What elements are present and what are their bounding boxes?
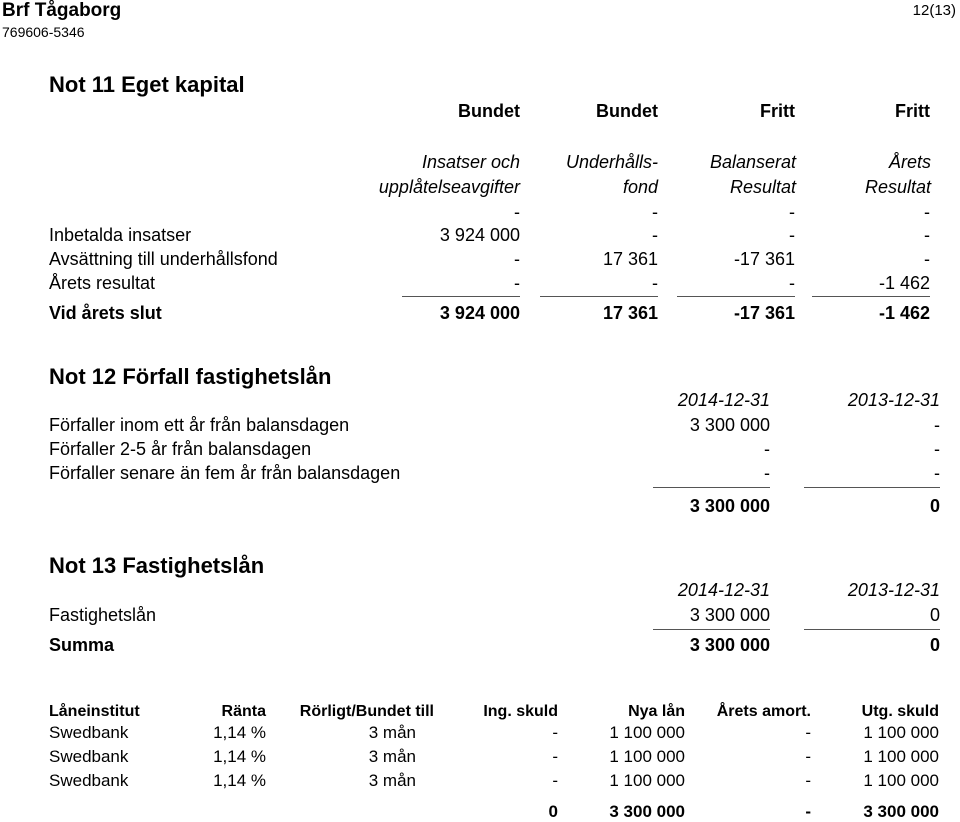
opening-value: - (514, 202, 520, 222)
loan-total: - (805, 802, 811, 821)
column-header: fond (622, 177, 658, 197)
total-value: -17 361 (733, 303, 795, 323)
divider (812, 296, 930, 297)
column-header: Årets (888, 152, 931, 172)
loan-cell: 1 100 000 (863, 771, 939, 790)
row-label: Förfaller 2-5 år från balansdagen (49, 439, 312, 459)
divider (653, 629, 770, 630)
divider (804, 487, 940, 488)
loan-header: Låneinstitut (49, 703, 140, 720)
cell-value: 3 924 000 (439, 225, 520, 245)
total-value: 3 300 000 (689, 496, 770, 516)
loan-cell: 1 100 000 (609, 723, 685, 742)
column-header: Underhålls- (565, 152, 658, 172)
cell-value: 17 361 (602, 249, 658, 269)
divider (804, 629, 940, 630)
date-column-header: 2013-12-31 (847, 390, 940, 410)
cell-value: 3 300 000 (689, 415, 770, 435)
total-value: 17 361 (602, 303, 658, 323)
divider (677, 296, 795, 297)
loan-cell: Swedbank (49, 723, 129, 742)
date-column-header: 2014-12-31 (677, 580, 770, 600)
date-column-header: 2014-12-31 (677, 390, 770, 410)
row-label: Årets resultat (49, 273, 156, 293)
opening-value: - (924, 202, 930, 222)
group-header: Bundet (458, 101, 520, 121)
cell-value: - (652, 225, 658, 245)
loan-header: Nya lån (628, 703, 685, 720)
cell-value: - (514, 273, 520, 293)
total-value: 0 (929, 496, 940, 516)
group-header: Fritt (760, 101, 795, 121)
column-header: Resultat (864, 177, 931, 197)
column-header: Balanserat (709, 152, 796, 172)
loan-total: 3 300 000 (863, 802, 939, 821)
total-value: 3 924 000 (439, 303, 520, 323)
loan-cell: 1,14 % (213, 747, 266, 766)
loan-cell: - (552, 771, 558, 790)
note-12-title: Not 12 Förfall fastighetslån (49, 364, 332, 389)
cell-value: - (652, 273, 658, 293)
row-label: Avsättning till underhållsfond (49, 249, 278, 269)
loan-cell: 1 100 000 (863, 723, 939, 742)
loan-cell: - (552, 723, 558, 742)
cell-value: - (789, 273, 795, 293)
sum-value: 3 300 000 (689, 635, 770, 655)
loan-cell: 1 100 000 (609, 771, 685, 790)
divider (653, 487, 770, 488)
cell-value: - (934, 439, 940, 459)
row-label: Fastighetslån (49, 605, 157, 625)
cell-value: - (924, 249, 930, 269)
cell-value: - (789, 225, 795, 245)
opening-value: - (789, 202, 795, 222)
cell-value: -1 462 (878, 273, 930, 293)
loan-cell: 1,14 % (213, 771, 266, 790)
loan-cell: 1 100 000 (609, 747, 685, 766)
loan-cell: 1,14 % (213, 723, 266, 742)
date-column-header: 2013-12-31 (847, 580, 940, 600)
group-header: Bundet (596, 101, 658, 121)
note-13-title: Not 13 Fastighetslån (49, 553, 265, 578)
loan-cell: 1 100 000 (863, 747, 939, 766)
total-value: -1 462 (878, 303, 930, 323)
divider (540, 296, 658, 297)
cell-value: - (764, 439, 770, 459)
loan-cell: Swedbank (49, 771, 129, 790)
divider (402, 296, 520, 297)
loan-cell: 3 mån (368, 723, 416, 742)
column-header: Insatser och (421, 152, 520, 172)
cell-value: 0 (929, 605, 940, 625)
loan-cell: 3 mån (368, 747, 416, 766)
sum-label: Summa (49, 635, 115, 655)
loan-cell: Swedbank (49, 747, 129, 766)
loan-cell: - (805, 723, 811, 742)
column-header: Resultat (729, 177, 796, 197)
cell-value: - (924, 225, 930, 245)
page-number: 12(13) (912, 2, 956, 19)
loan-total: 0 (548, 802, 558, 821)
sum-value: 0 (929, 635, 940, 655)
loan-cell: - (805, 771, 811, 790)
group-header: Fritt (895, 101, 930, 121)
loan-cell: 3 mån (368, 771, 416, 790)
cell-value: -17 361 (733, 249, 795, 269)
loan-header: Utg. skuld (861, 703, 939, 720)
loan-header: Rörligt/Bundet till (299, 703, 434, 720)
loan-cell: - (805, 747, 811, 766)
loan-cell: - (552, 747, 558, 766)
row-label: Förfaller inom ett år från balansdagen (49, 415, 350, 435)
total-label: Vid årets slut (49, 303, 162, 323)
row-label: Förfaller senare än fem år från balansdagen (49, 463, 401, 483)
organization-number: 769606-5346 (2, 24, 85, 40)
note-11-title: Not 11 Eget kapital (49, 72, 245, 97)
cell-value: - (934, 415, 940, 435)
loan-total: 3 300 000 (609, 802, 685, 821)
opening-value: - (652, 202, 658, 222)
loan-header: Ränta (221, 703, 266, 720)
row-label: Inbetalda insatser (49, 225, 192, 245)
cell-value: 3 300 000 (689, 605, 770, 625)
loan-header: Ing. skuld (483, 703, 558, 720)
cell-value: - (934, 463, 940, 483)
cell-value: - (764, 463, 770, 483)
organization-name: Brf Tågaborg (2, 0, 122, 21)
cell-value: - (514, 249, 520, 269)
column-header: upplåtelseavgifter (378, 177, 520, 197)
loan-header: Årets amort. (716, 703, 811, 720)
